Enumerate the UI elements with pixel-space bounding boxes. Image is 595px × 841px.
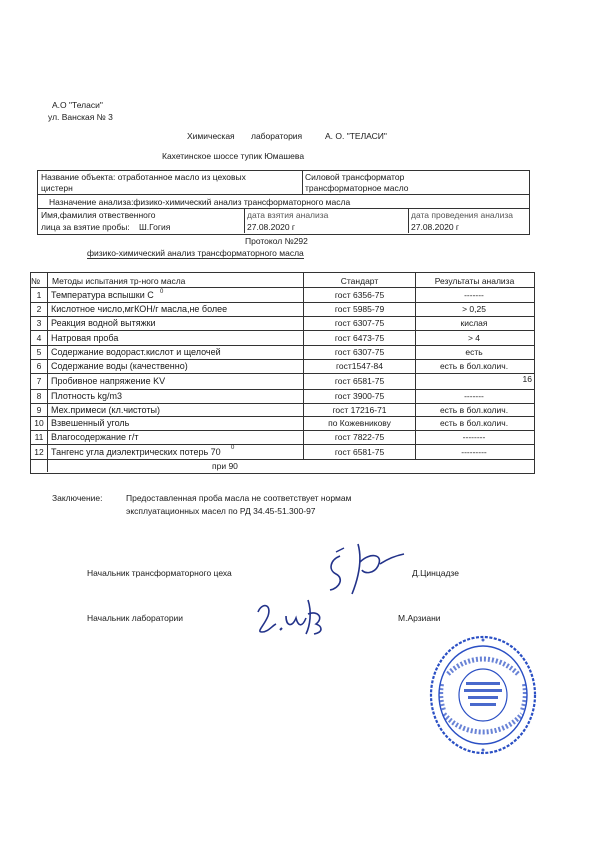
row-result: есть в бол.колич. — [439, 418, 509, 428]
sampling-date: 27.08.2020 г — [247, 222, 296, 232]
row-method: Влагосодержание г/т — [51, 432, 139, 442]
row-result: --------- — [461, 446, 487, 457]
head-signature — [300, 538, 410, 598]
row-result: ------- — [464, 290, 484, 300]
degree-superscript: 0 — [231, 445, 235, 451]
row-method: Плотность kg/m3 — [51, 391, 123, 401]
row-number: 2 — [36, 304, 42, 314]
conclusion-text: Предоставленная проба масла не соответствует нормам — [126, 493, 352, 503]
row-standard: гост 3900-75 — [334, 391, 385, 401]
col-header-result: Результаты анализа — [434, 276, 515, 286]
org-name: А.О "Теласи" — [52, 100, 103, 110]
row-number: 12 — [34, 446, 44, 457]
head-title: Начальник трансформаторного цеха — [87, 568, 232, 578]
row-number: 7 — [36, 376, 42, 386]
sampling-date-label: дата взятия анализа — [247, 210, 329, 220]
row-result: ------- — [464, 391, 484, 401]
row-method: Содержание воды (качественно) — [51, 361, 188, 371]
row-standard: гост 6307-75 — [334, 347, 385, 357]
analysis-date: 27.08.2020 г — [411, 222, 460, 232]
row-standard: гост 6356-75 — [334, 290, 385, 300]
row-standard: гост 6473-75 — [334, 332, 385, 343]
conclusion-label: Заключение: — [52, 493, 103, 503]
lab-title-word2: лаборатория — [251, 131, 303, 141]
row-standard: гост 6581-75 — [334, 376, 385, 386]
row-standard: гост 6307-75 — [334, 318, 385, 328]
lab-signature — [252, 592, 332, 642]
lab-head-title: Начальник лаборатории — [87, 613, 184, 623]
row-method: Температура вспышки C — [51, 290, 154, 300]
row-standard: гост 7822-75 — [334, 432, 385, 442]
responsible-label: Имя,фамилия отвественного — [41, 210, 156, 220]
row-number: 3 — [36, 318, 42, 328]
object-value: Силовой трансформатор — [305, 172, 405, 182]
lab-address: Кахетинское шоссе тупик Юмашева — [162, 151, 305, 161]
row-number: 6 — [36, 361, 42, 371]
conclusion-text-cont: эксплуатационных масел по РД 34.45-51.300-97 — [126, 506, 316, 516]
responsible-label-cont: лица за взятие пробы: — [41, 222, 130, 232]
row-method: Содержание водораст.кислот и щелочей — [51, 347, 221, 357]
lab-head-name: М.Арзиани — [398, 613, 441, 623]
object-label-cont: цистерн — [41, 183, 73, 193]
row-method: Мех.примеси (кл.чистоты) — [51, 404, 160, 415]
row-result: 16 — [522, 374, 532, 384]
col-header-standard: Стандарт — [340, 276, 379, 286]
protocol-number: Протокол №292 — [245, 236, 308, 246]
row-number: 8 — [36, 391, 42, 401]
analysis-purpose: Назначение анализа:физико-химический анализ трансформаторного масла — [49, 197, 351, 207]
col-header-num: № — [31, 276, 41, 286]
row-result: есть в бол.колич. — [439, 404, 509, 415]
row-result: есть — [465, 347, 483, 357]
head-name: Д.Цинцадзе — [412, 568, 459, 578]
row-method: Реакция водной вытяжки — [51, 318, 156, 328]
row-number: 5 — [36, 347, 42, 357]
row-standard: гост 6581-75 — [334, 446, 385, 457]
row-method: Пробивное напряжение KV — [51, 376, 166, 386]
responsible-name: Ш.Гогия — [139, 222, 171, 232]
row-result: есть в бол.колич. — [439, 361, 509, 371]
row-number: 9 — [36, 404, 42, 415]
row-number: 4 — [36, 332, 42, 343]
degree-superscript: 0 — [160, 289, 164, 295]
lab-title-org: А. О. "ТЕЛАСИ" — [325, 131, 387, 141]
col-header-method: Методы испытания тр-ного масла — [52, 276, 186, 286]
row-method: Взвешенный уголь — [51, 418, 130, 428]
row-number: 10 — [34, 418, 44, 428]
table-footer-note: при 90 — [212, 461, 238, 471]
row-standard: гост 5985-79 — [334, 304, 385, 314]
row-result: > 4 — [467, 332, 481, 343]
row-method: Кислотное число,мгКОН/г масла,не более — [51, 304, 228, 314]
analysis-date-label: дата проведения анализа — [411, 210, 513, 220]
row-result: -------- — [462, 432, 486, 442]
row-standard: по Кожевникову — [328, 418, 391, 428]
object-value-cont: трансформаторное масло — [305, 183, 409, 193]
org-address: ул. Ванская № 3 — [48, 112, 113, 122]
row-number: 1 — [36, 290, 42, 300]
row-result: > 0,25 — [462, 304, 486, 314]
row-method: Натровая проба — [51, 332, 119, 343]
row-standard: гост 17216-71 — [332, 404, 387, 415]
row-result: кислая — [460, 318, 488, 328]
row-standard: гост1547-84 — [336, 361, 383, 371]
object-label: Название объекта: отработанное масло из цеховых — [41, 172, 246, 182]
row-number: 11 — [34, 432, 44, 442]
protocol-subtitle: физико-химический анализ трансформаторного масла — [87, 248, 304, 258]
row-method: Тангенс угла диэлектрических потерь 70 — [51, 446, 221, 457]
lab-title-word1: Химическая — [187, 131, 235, 141]
company-seal-stamp — [428, 634, 538, 756]
